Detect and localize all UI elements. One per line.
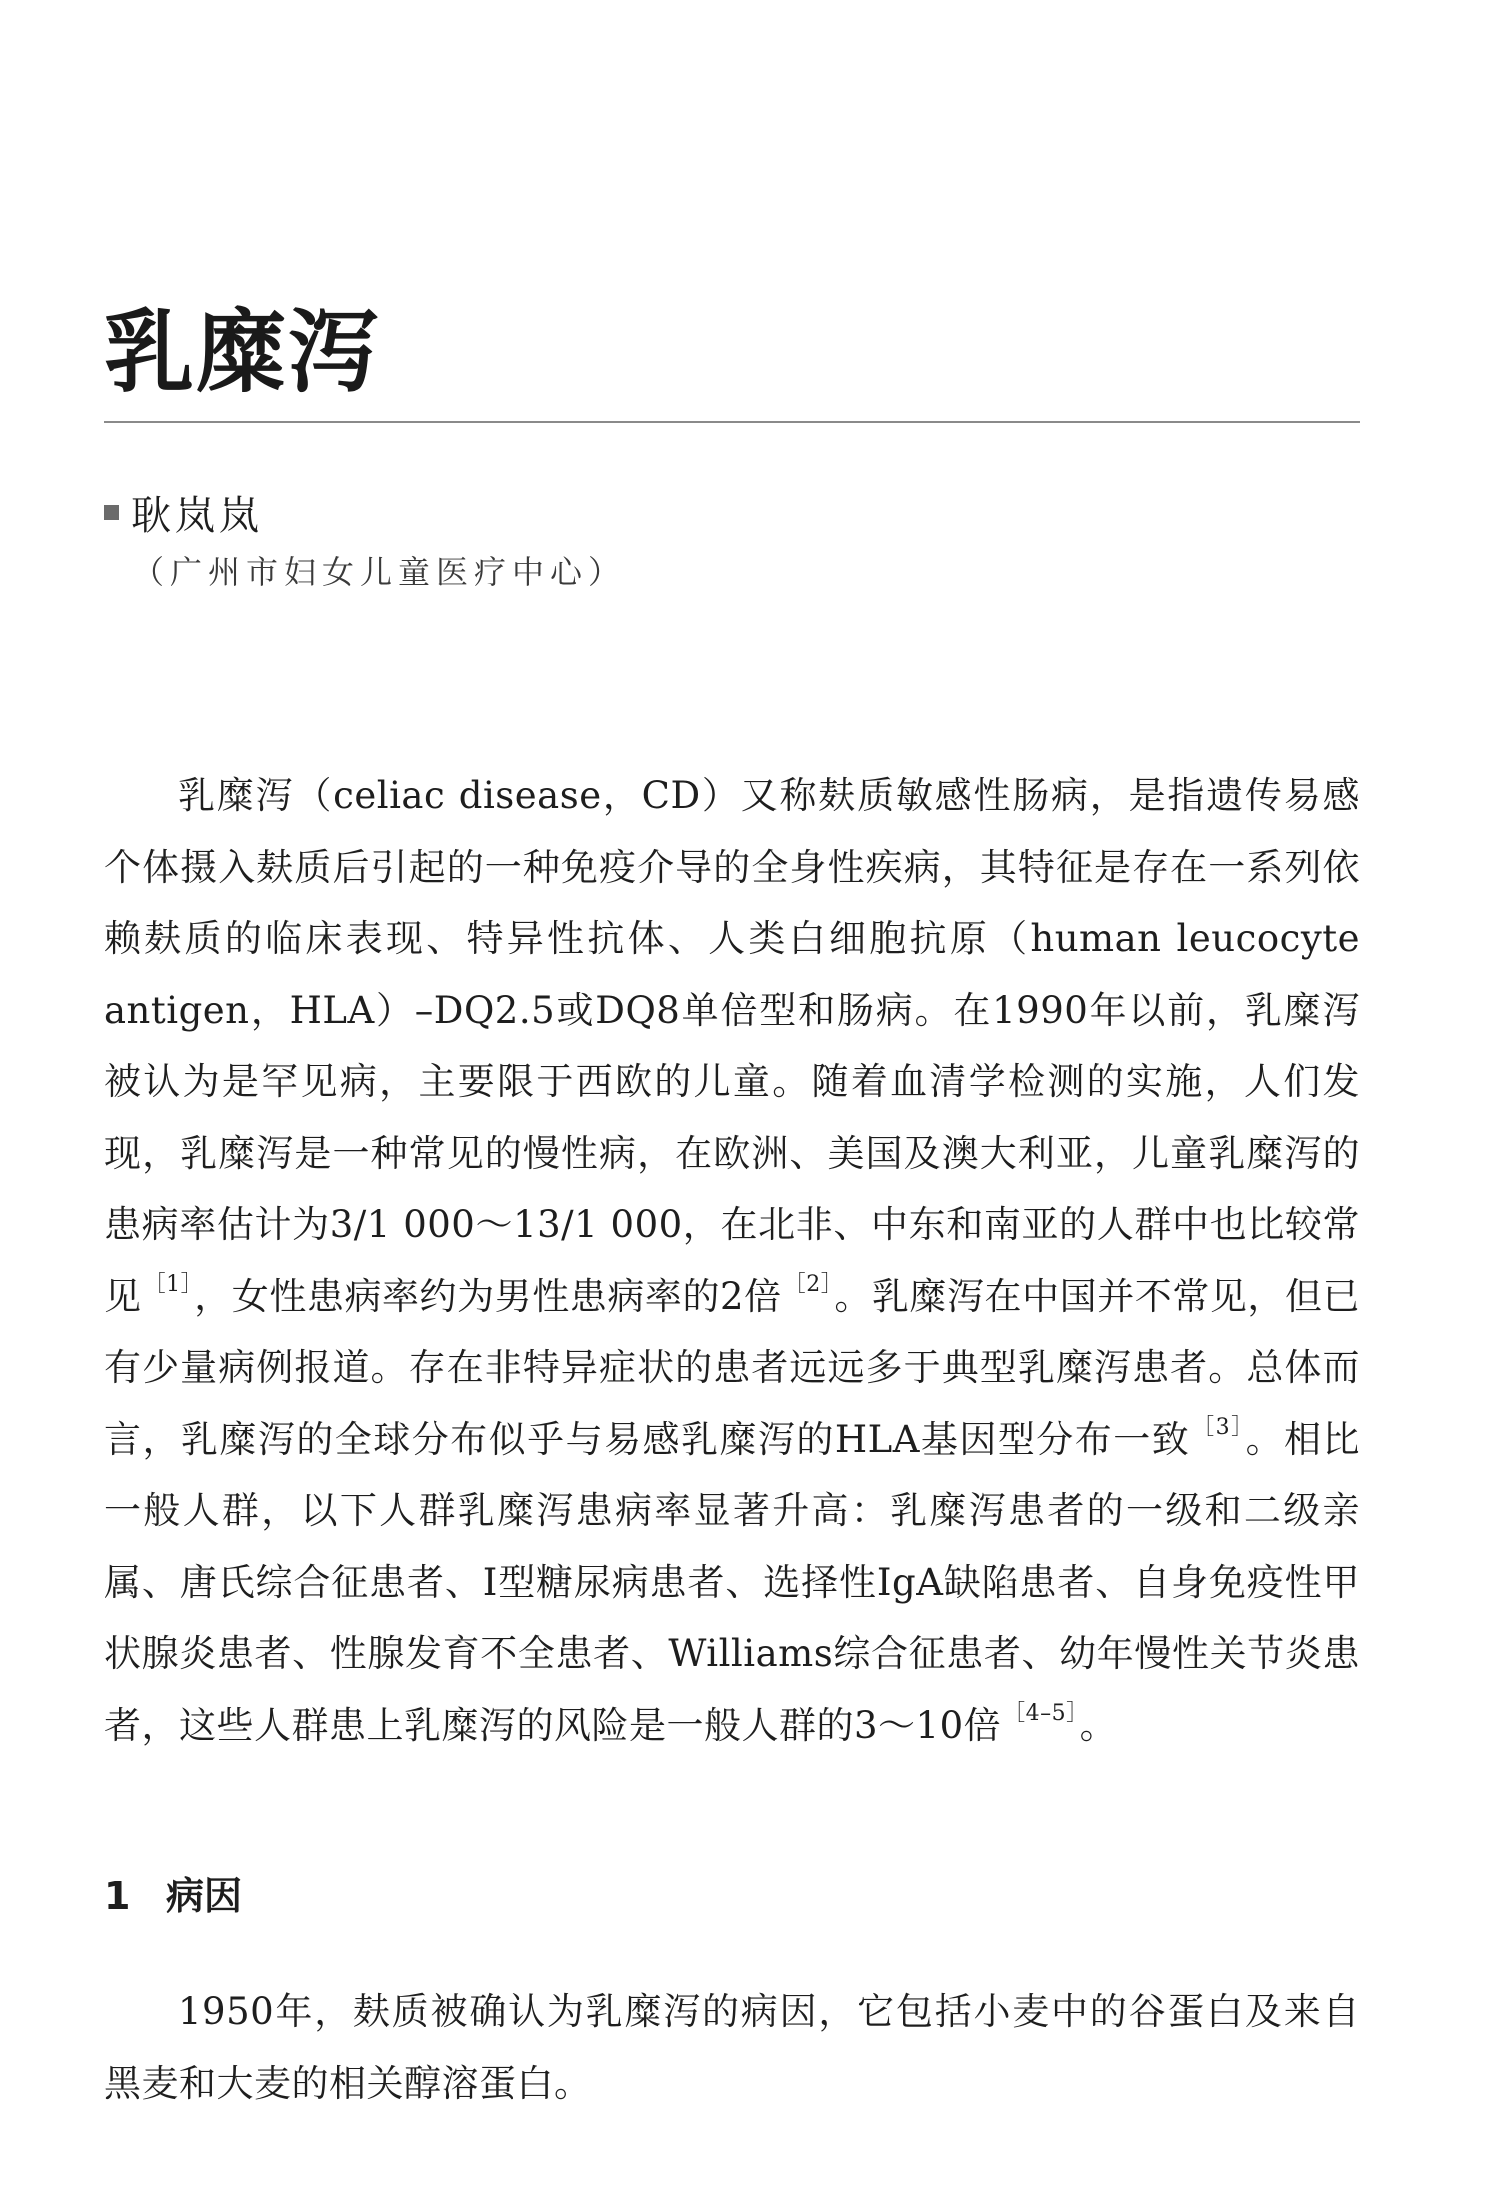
intro-text-1: 乳糜泻（celiac disease，CD）又称麸质敏感性肠病，是指遗传易感个体摄入麸质后引起的一种免疫介导的全身性疾病，其特征是存在一系列依赖麸质的临床表现、特异性抗体、人类白细胞抗原（human leucocyte antigen，HLA）–DQ2.5或DQ8单倍型和肠病。在1990年以前，乳糜泻被认为是罕见病，主要限于西欧的儿童。随着血清学检测的实施，人们发现，乳糜泻是一种常见的慢性病，在欧洲、美国及澳大利亚，儿童乳糜泻的患病率估计为3/1 000～13/1 000，在北非、中东和南亚的人群中也比较常见 bbox=[104, 774, 1360, 1318]
citation-1: ［1］ bbox=[143, 1271, 193, 1297]
author-name: 耿岚岚 bbox=[131, 492, 263, 539]
author-line bbox=[104, 484, 626, 540]
intro-text-2: ，女性患病率约为男性患病率的2倍 bbox=[194, 1274, 782, 1318]
section-number: 1 bbox=[104, 1874, 131, 1918]
author-block bbox=[104, 484, 626, 596]
citation-4-5: ［4–5］ bbox=[1003, 1700, 1078, 1726]
chapter-title: 乳糜泻 bbox=[104, 300, 380, 405]
document-page bbox=[104, 0, 1360, 2196]
author-affiliation: （广州市妇女儿童医疗中心） bbox=[132, 553, 627, 591]
section-title: 病因 bbox=[166, 1874, 243, 1918]
citation-2: ［2］ bbox=[783, 1271, 833, 1297]
intro-paragraph bbox=[104, 760, 1360, 1761]
intro-text-3: 。乳糜泻在中国并不常见，但已有少量病例报道。存在非特异症状的患者远远多于典型乳糜泻患者。总体而言，乳糜泻的全球分布似乎与易感乳糜泻的HLA基因型分布一致 bbox=[104, 1274, 1361, 1461]
intro-text-5: 。 bbox=[1079, 1703, 1118, 1747]
square-bullet-icon bbox=[104, 505, 119, 520]
intro-text-4: 。相比一般人群，以下人群乳糜泻患病率显著升高：乳糜泻患者的一级和二级亲属、唐氏综合征患者、Ⅰ型糖尿病患者、选择性IgA缺陷患者、自身免疫性甲状腺炎患者、性腺发育不全患者、Williams综合征患者、幼年慢性关节炎患者，这些人群患上乳糜泻的风险是一般人群的3～10倍 bbox=[104, 1417, 1361, 1747]
citation-3: ［3］ bbox=[1192, 1414, 1244, 1440]
title-divider bbox=[104, 421, 1360, 423]
section-heading-etiology bbox=[104, 1868, 242, 1924]
etiology-paragraph: 1950年，麸质被确认为乳糜泻的病因，它包括小麦中的谷蛋白及来自黑麦和大麦的相关醇溶蛋白。 bbox=[104, 1990, 1360, 2105]
